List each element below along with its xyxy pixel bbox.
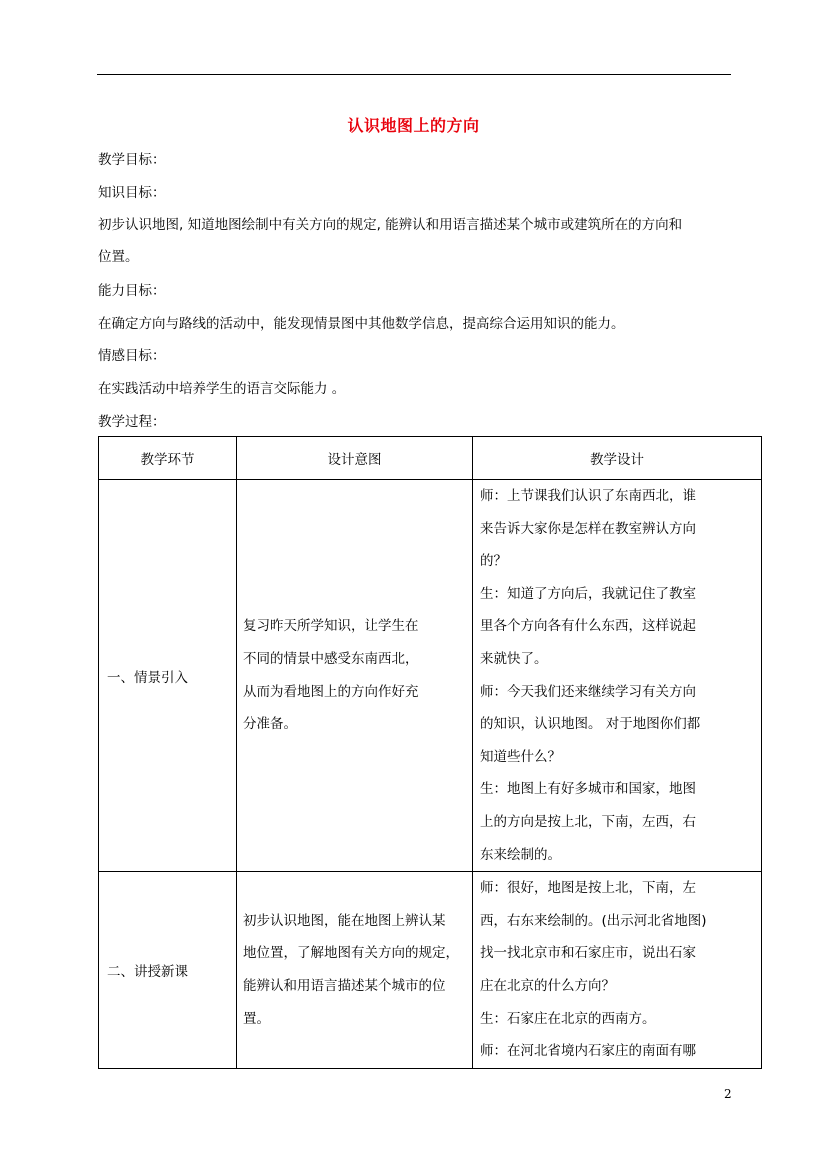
stage-cell: 一、情景引入 bbox=[99, 480, 237, 872]
design-cell bbox=[473, 872, 762, 1069]
lesson-plan-table bbox=[98, 436, 762, 1069]
page-number: 2 bbox=[724, 1087, 732, 1101]
design-line: 师：今天我们还来继续学习有关方向 bbox=[480, 683, 696, 700]
emotion-goal-heading: 情感目标： bbox=[98, 348, 166, 364]
intent-cell bbox=[237, 480, 473, 872]
header-intent: 设计意图 bbox=[237, 437, 473, 480]
ability-goal-text: 在确定方向与路线的活动中，能发现情景图中其他数学信息，提高综合运用知识的能力。 bbox=[98, 316, 625, 332]
table-row bbox=[99, 480, 762, 872]
header-stage: 教学环节 bbox=[99, 437, 237, 480]
design-cell bbox=[473, 480, 762, 872]
table-header-row bbox=[99, 437, 762, 480]
design-line: 师：很好，地图是按上北，下南，左 bbox=[480, 880, 696, 897]
header-design: 教学设计 bbox=[473, 437, 762, 480]
emotion-goal-text: 在实践活动中培养学生的语言交际能力 。 bbox=[98, 381, 346, 397]
stage-cell: 二、讲授新课 bbox=[99, 872, 237, 1069]
teaching-process-heading: 教学过程： bbox=[98, 414, 166, 430]
knowledge-goal-text-1: 初步认识地图, 知道地图绘制中有关方向的规定, 能辨认和用语言描述某个城市或建筑所在的方向和 bbox=[98, 217, 683, 233]
ability-goal-heading: 能力目标： bbox=[98, 283, 166, 299]
knowledge-goal-heading: 知识目标： bbox=[98, 185, 166, 201]
design-line: 东来绘制的。 bbox=[480, 846, 561, 863]
design-line: 师：在河北省境内石家庄的南面有哪 bbox=[480, 1043, 696, 1060]
design-line: 来就快了。 bbox=[480, 650, 548, 667]
design-line: 庄在北京的什么方向？ bbox=[480, 977, 615, 994]
intent-line: 地位置，了解地图有关方向的规定， bbox=[243, 945, 459, 962]
document-title: 认识地图上的方向 bbox=[347, 116, 480, 135]
design-line: 的？ bbox=[480, 553, 507, 570]
design-line: 上的方向是按上北，下南，左西，右 bbox=[480, 813, 696, 830]
header-rule bbox=[97, 74, 731, 75]
design-line: 知道些什么？ bbox=[480, 748, 561, 765]
design-line: 师：上节课我们认识了东南西北，谁 bbox=[480, 488, 696, 504]
design-line: 生：知道了方向后，我就记住了教室 bbox=[480, 585, 696, 602]
table-row bbox=[99, 872, 762, 1069]
intent-line: 分准备。 bbox=[243, 716, 297, 733]
intent-line: 能辨认和用语言描述某个城市的位 bbox=[243, 977, 446, 994]
intent-line: 从而为看地图上的方向作好充 bbox=[243, 683, 419, 700]
design-line: 来告诉大家你是怎样在教室辨认方向 bbox=[480, 520, 696, 537]
intent-line: 不同的情景中感受东南西北， bbox=[243, 650, 419, 667]
intent-cell bbox=[237, 872, 473, 1069]
intent-line: 置。 bbox=[243, 1010, 270, 1027]
design-line: 生：地图上有好多城市和国家，地图 bbox=[480, 781, 696, 798]
intent-line: 复习昨天所学知识，让学生在 bbox=[243, 618, 419, 635]
teaching-goal-heading: 教学目标： bbox=[98, 152, 166, 168]
design-line: 找一找北京市和石家庄市，说出石家 bbox=[480, 945, 696, 962]
design-line: 生：石家庄在北京的西南方。 bbox=[480, 1010, 656, 1027]
intent-line: 初步认识地图，能在地图上辨认某 bbox=[243, 912, 446, 929]
design-line: 的知识，认识地图。 对于地图你们都 bbox=[480, 716, 701, 733]
knowledge-goal-text-2: 位置。 bbox=[98, 249, 139, 265]
design-line: 西，右东来绘制的。(出示河北省地图) bbox=[480, 912, 707, 929]
design-line: 里各个方向各有什么东西，这样说起 bbox=[480, 618, 696, 635]
